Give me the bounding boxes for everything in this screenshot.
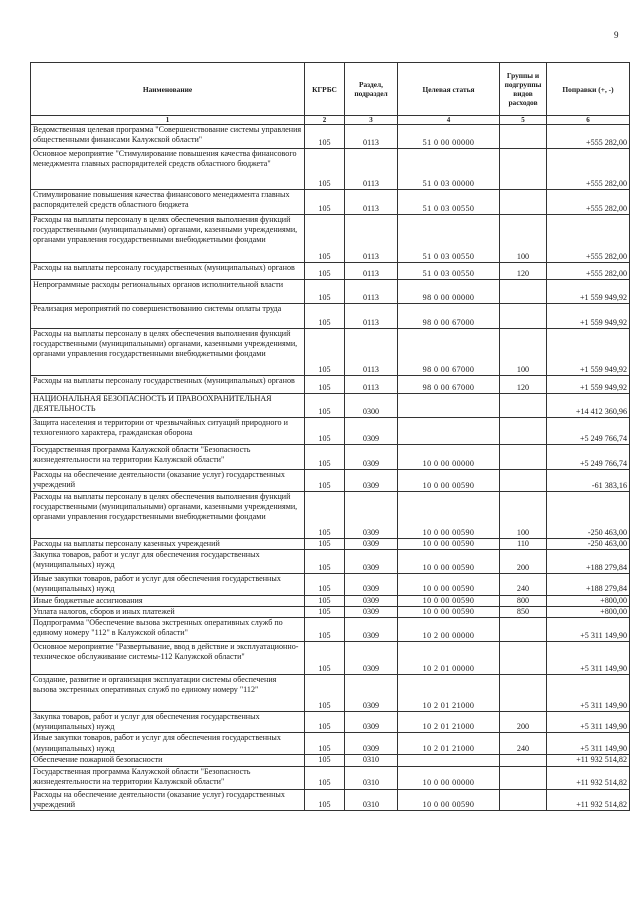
row-expense-group	[500, 445, 547, 470]
row-target-article: 51 0 03 00550	[398, 190, 500, 215]
row-expense-group: 240	[500, 733, 547, 755]
row-section: 0309	[345, 445, 398, 470]
row-name: Расходы на выплаты персоналу государственных (муниципальных) органов	[31, 376, 305, 394]
row-name: Расходы на обеспечение деятельности (оказание услуг) государственных учреждений	[31, 470, 305, 492]
row-expense-group	[500, 394, 547, 418]
row-amendment-amount: +11 932 514,82	[547, 766, 630, 789]
table-row	[31, 394, 630, 418]
row-ktrbs: 105	[305, 263, 345, 280]
row-name: Реализация мероприятий по совершенствованию системы оплаты труда	[31, 304, 305, 329]
row-target-article: 98 0 00 00000	[398, 280, 500, 304]
row-target-article	[398, 394, 500, 418]
column-number: 4	[398, 116, 500, 125]
row-amendment-amount: +555 282,00	[547, 215, 630, 263]
row-ktrbs: 105	[305, 418, 345, 445]
row-target-article: 10 2 01 21000	[398, 712, 500, 733]
row-target-article	[398, 418, 500, 445]
row-expense-group: 200	[500, 712, 547, 733]
row-amendment-amount: +1 559 949,92	[547, 329, 630, 376]
row-amendment-amount: +5 311 149,90	[547, 675, 630, 712]
table-row	[31, 376, 630, 394]
row-expense-group	[500, 304, 547, 329]
row-section: 0113	[345, 215, 398, 263]
row-section: 0309	[345, 492, 398, 539]
row-name: НАЦИОНАЛЬНАЯ БЕЗОПАСНОСТЬ И ПРАВООХРАНИТЕЛЬНАЯ ДЕЯТЕЛЬНОСТЬ	[31, 394, 305, 418]
row-amendment-amount: +188 279,84	[547, 574, 630, 595]
row-amendment-amount: +188 279,84	[547, 550, 630, 574]
table-row	[31, 418, 630, 445]
row-expense-group: 800	[500, 595, 547, 606]
row-name: Обеспечение пожарной безопасности	[31, 755, 305, 766]
row-ktrbs: 105	[305, 574, 345, 595]
row-name: Расходы на выплаты персоналу казенных учреждений	[31, 539, 305, 550]
row-name: Государственная программа Калужской области "Безопасность жизнедеятельности на территории Калужской области"	[31, 445, 305, 470]
row-section: 0309	[345, 470, 398, 492]
row-section: 0310	[345, 755, 398, 766]
row-expense-group: 240	[500, 574, 547, 595]
row-section: 0309	[345, 712, 398, 733]
row-ktrbs: 105	[305, 492, 345, 539]
row-ktrbs: 105	[305, 304, 345, 329]
row-target-article: 10 0 00 00000	[398, 766, 500, 789]
table-row	[31, 789, 630, 810]
row-ktrbs: 105	[305, 445, 345, 470]
row-name: Непрограммные расходы региональных органов исполнительной власти	[31, 280, 305, 304]
row-name: Расходы на обеспечение деятельности (оказание услуг) государственных учреждений	[31, 789, 305, 810]
row-expense-group: 110	[500, 539, 547, 550]
table-row	[31, 125, 630, 149]
table-row	[31, 755, 630, 766]
column-number: 1	[31, 116, 305, 125]
row-section: 0309	[345, 595, 398, 606]
row-amendment-amount: +5 311 149,90	[547, 733, 630, 755]
column-number: 2	[305, 116, 345, 125]
table-row	[31, 149, 630, 190]
row-target-article: 10 2 01 21000	[398, 733, 500, 755]
row-name: Расходы на выплаты персоналу в целях обеспечения выполнения функций государственными (муниципальными) органами, казенными учреждениями, органами управления государственными внебюджетными фондами	[31, 329, 305, 376]
row-expense-group	[500, 766, 547, 789]
row-section: 0113	[345, 376, 398, 394]
row-ktrbs: 105	[305, 539, 345, 550]
row-name: Стимулирование повышения качества финансового менеджмента главных распорядителей средств областного бюджета	[31, 190, 305, 215]
row-ktrbs: 105	[305, 215, 345, 263]
row-name: Закупка товаров, работ и услуг для обеспечения государственных (муниципальных) нужд	[31, 550, 305, 574]
header-target: Целевая статья	[398, 63, 500, 116]
row-section: 0309	[345, 733, 398, 755]
row-amendment-amount: +5 311 149,90	[547, 712, 630, 733]
row-ktrbs: 105	[305, 755, 345, 766]
row-ktrbs: 105	[305, 712, 345, 733]
row-target-article: 51 0 00 00000	[398, 125, 500, 149]
row-expense-group	[500, 149, 547, 190]
row-name: Иные бюджетные ассигнования	[31, 595, 305, 606]
row-ktrbs: 105	[305, 394, 345, 418]
row-ktrbs: 105	[305, 766, 345, 789]
row-name: Подпрограмма "Обеспечение вызова экстренных оперативных служб по единому номеру "112" в Калужской области"	[31, 618, 305, 642]
row-section: 0309	[345, 539, 398, 550]
column-number: 5	[500, 116, 547, 125]
table-row	[31, 733, 630, 755]
row-target-article: 51 0 03 00550	[398, 215, 500, 263]
row-expense-group: 100	[500, 492, 547, 539]
table-row	[31, 280, 630, 304]
row-target-article: 51 0 03 00550	[398, 263, 500, 280]
header-amendments: Поправки (+, -)	[547, 63, 630, 116]
row-ktrbs: 105	[305, 149, 345, 190]
row-section: 0309	[345, 675, 398, 712]
row-section: 0113	[345, 329, 398, 376]
row-section: 0113	[345, 263, 398, 280]
row-name: Иные закупки товаров, работ и услуг для обеспечения государственных (муниципальных) нужд	[31, 574, 305, 595]
row-amendment-amount: +5 249 766,74	[547, 445, 630, 470]
row-target-article: 10 2 01 00000	[398, 642, 500, 675]
row-amendment-amount: -61 383,16	[547, 470, 630, 492]
table-row	[31, 263, 630, 280]
row-ktrbs: 105	[305, 190, 345, 215]
row-name: Защита населения и территории от чрезвычайных ситуаций природного и техногенного характера, гражданская оборона	[31, 418, 305, 445]
table-row	[31, 675, 630, 712]
row-amendment-amount: +800,00	[547, 606, 630, 617]
row-expense-group	[500, 418, 547, 445]
row-target-article: 10 0 00 00590	[398, 550, 500, 574]
row-section: 0309	[345, 574, 398, 595]
row-expense-group	[500, 618, 547, 642]
row-amendment-amount: -250 463,00	[547, 539, 630, 550]
row-target-article: 10 2 00 00000	[398, 618, 500, 642]
row-amendment-amount: +5 249 766,74	[547, 418, 630, 445]
row-section: 0113	[345, 149, 398, 190]
row-ktrbs: 105	[305, 470, 345, 492]
row-ktrbs: 105	[305, 280, 345, 304]
table-row	[31, 539, 630, 550]
row-amendment-amount: +800,00	[547, 595, 630, 606]
row-expense-group: 120	[500, 263, 547, 280]
row-target-article: 98 0 00 67000	[398, 329, 500, 376]
row-target-article: 10 0 00 00000	[398, 445, 500, 470]
row-name: Расходы на выплаты персоналу в целях обеспечения выполнения функций государственными (муниципальными) органами, казенными учреждениями, органами управления государственными внебюджетными фондами	[31, 215, 305, 263]
row-amendment-amount: +555 282,00	[547, 190, 630, 215]
row-expense-group	[500, 125, 547, 149]
table-row	[31, 712, 630, 733]
row-expense-group: 120	[500, 376, 547, 394]
row-target-article: 10 0 00 00590	[398, 606, 500, 617]
row-amendment-amount: +5 311 149,90	[547, 618, 630, 642]
row-name: Закупка товаров, работ и услуг для обеспечения государственных (муниципальных) нужд	[31, 712, 305, 733]
table-row	[31, 642, 630, 675]
row-name: Основное мероприятие "Стимулирование повышения качества финансового менеджмента главных распорядителей средств областного бюджета"	[31, 149, 305, 190]
table-row	[31, 766, 630, 789]
row-ktrbs: 105	[305, 733, 345, 755]
row-ktrbs: 105	[305, 550, 345, 574]
table-row	[31, 304, 630, 329]
row-expense-group	[500, 675, 547, 712]
row-amendment-amount: +555 282,00	[547, 125, 630, 149]
row-expense-group	[500, 190, 547, 215]
row-name: Расходы на выплаты персоналу в целях обеспечения выполнения функций государственными (муниципальными) органами, казенными учреждениями, органами управления государственными внебюджетными фондами	[31, 492, 305, 539]
row-ktrbs: 105	[305, 618, 345, 642]
row-expense-group	[500, 642, 547, 675]
row-section: 0309	[345, 606, 398, 617]
table-row	[31, 492, 630, 539]
column-number: 3	[345, 116, 398, 125]
row-expense-group: 200	[500, 550, 547, 574]
header-groups: Группы и подгруппы видов расходов	[500, 63, 547, 116]
row-amendment-amount: +11 932 514,82	[547, 755, 630, 766]
table-row	[31, 595, 630, 606]
table-row	[31, 215, 630, 263]
row-target-article: 10 2 01 21000	[398, 675, 500, 712]
table-row	[31, 618, 630, 642]
row-ktrbs: 105	[305, 675, 345, 712]
row-name: Расходы на выплаты персоналу государственных (муниципальных) органов	[31, 263, 305, 280]
table-row	[31, 574, 630, 595]
row-section: 0310	[345, 766, 398, 789]
row-expense-group: 850	[500, 606, 547, 617]
table-header-row	[31, 63, 630, 116]
row-section: 0309	[345, 642, 398, 675]
row-ktrbs: 105	[305, 642, 345, 675]
row-section: 0113	[345, 190, 398, 215]
row-expense-group	[500, 755, 547, 766]
row-expense-group	[500, 280, 547, 304]
row-target-article: 10 0 00 00590	[398, 539, 500, 550]
row-section: 0113	[345, 280, 398, 304]
row-target-article: 10 0 00 00590	[398, 470, 500, 492]
row-amendment-amount: +1 559 949,92	[547, 280, 630, 304]
row-ktrbs: 105	[305, 595, 345, 606]
row-target-article: 51 0 03 00000	[398, 149, 500, 190]
row-target-article: 10 0 00 00590	[398, 595, 500, 606]
row-section: 0309	[345, 418, 398, 445]
row-section: 0113	[345, 304, 398, 329]
row-section: 0309	[345, 618, 398, 642]
row-section: 0113	[345, 125, 398, 149]
row-name: Иные закупки товаров, работ и услуг для обеспечения государственных (муниципальных) нужд	[31, 733, 305, 755]
row-amendment-amount: -250 463,00	[547, 492, 630, 539]
row-target-article: 98 0 00 67000	[398, 304, 500, 329]
row-section: 0309	[345, 550, 398, 574]
row-name: Создание, развитие и организация эксплуатации системы обеспечения вызова экстренных оперативных служб по единому номеру "112"	[31, 675, 305, 712]
page-number: 9	[614, 30, 619, 40]
row-target-article	[398, 755, 500, 766]
row-amendment-amount: +1 559 949,92	[547, 304, 630, 329]
row-name: Уплата налогов, сборов и иных платежей	[31, 606, 305, 617]
row-section: 0300	[345, 394, 398, 418]
row-expense-group: 100	[500, 329, 547, 376]
row-amendment-amount: +555 282,00	[547, 263, 630, 280]
table-row	[31, 606, 630, 617]
budget-amendments-table	[30, 62, 630, 811]
row-target-article: 10 0 00 00590	[398, 789, 500, 810]
row-name: Государственная программа Калужской области "Безопасность жизнедеятельности на территории Калужской области"	[31, 766, 305, 789]
row-name: Основное мероприятие "Развертывание, ввод в действие и эксплуатационно-техническое обслуживание системы-112 Калужской области"	[31, 642, 305, 675]
row-expense-group	[500, 789, 547, 810]
header-name: Наименование	[31, 63, 305, 116]
header-section: Раздел, подраздел	[345, 63, 398, 116]
row-expense-group: 100	[500, 215, 547, 263]
row-target-article: 98 0 00 67000	[398, 376, 500, 394]
row-ktrbs: 105	[305, 376, 345, 394]
row-ktrbs: 105	[305, 125, 345, 149]
row-target-article: 10 0 00 00590	[398, 492, 500, 539]
row-amendment-amount: +555 282,00	[547, 149, 630, 190]
row-amendment-amount: +11 932 514,82	[547, 789, 630, 810]
row-ktrbs: 105	[305, 606, 345, 617]
row-ktrbs: 105	[305, 329, 345, 376]
table-row	[31, 470, 630, 492]
row-ktrbs: 105	[305, 789, 345, 810]
row-amendment-amount: +14 412 360,96	[547, 394, 630, 418]
table-row	[31, 445, 630, 470]
table-row	[31, 550, 630, 574]
row-amendment-amount: +5 311 149,90	[547, 642, 630, 675]
row-amendment-amount: +1 559 949,92	[547, 376, 630, 394]
column-number: 6	[547, 116, 630, 125]
table-row	[31, 190, 630, 215]
row-target-article: 10 0 00 00590	[398, 574, 500, 595]
header-ktrbs: КГРБС	[305, 63, 345, 116]
column-numbers-row	[31, 116, 630, 125]
row-expense-group	[500, 470, 547, 492]
table-row	[31, 329, 630, 376]
row-section: 0310	[345, 789, 398, 810]
row-name: Ведомственная целевая программа "Совершенствование системы управления общественными финансами Калужской области"	[31, 125, 305, 149]
